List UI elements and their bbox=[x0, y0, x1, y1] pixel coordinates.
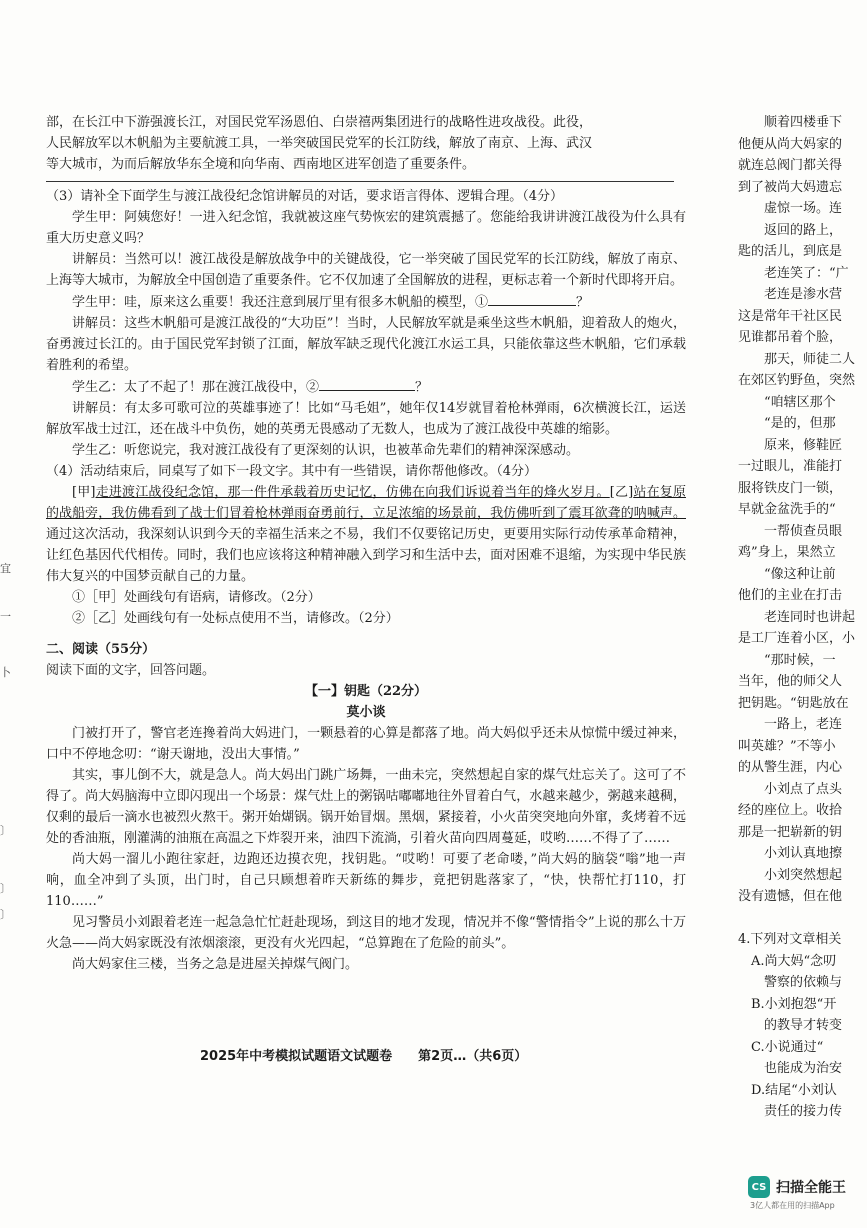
right-column-line: 叫英雄？”不等小 bbox=[738, 738, 836, 754]
right-column-line: 在郊区钓野鱼，突然 bbox=[738, 373, 856, 388]
right-column-line: 见谁都吊着个脸， bbox=[738, 330, 843, 345]
right-column-line: 责任的接力传 bbox=[738, 1104, 843, 1119]
divider bbox=[46, 181, 674, 182]
right-column-line: 顺着四楼垂下 bbox=[738, 115, 843, 130]
dialogue-student-a-2: 学生甲：哇，原来这么重要！我还注意到展厅里有很多木帆船的模型，① ？ bbox=[46, 291, 686, 313]
right-column-line: 一路上，老连 bbox=[738, 717, 843, 732]
camscanner-logo-icon: CS bbox=[748, 1176, 770, 1198]
right-column-line: 他们的主业在打击 bbox=[738, 588, 843, 603]
dialogue-guide-1: 讲解员：当然可以！渡江战役是解放战争中的关键战役，它一举突破了国民党军的长江防线，解放了南京、上海等大城市，为解放全中国创造了重要条件。它不仅加速了全国解放的进程，更标志着一个新时代即将开启。 bbox=[46, 252, 686, 288]
section-reading-title: 二、阅读（55分） bbox=[46, 642, 156, 657]
right-column-line: 他便从尚大妈家的 bbox=[738, 136, 843, 152]
margin-mark: 卜 bbox=[0, 666, 11, 679]
margin-mark: 宜 bbox=[0, 562, 11, 575]
right-column-line: 也能成为治安 bbox=[738, 1061, 843, 1076]
dialogue-student-b-1: 学生乙：太了不起了！那在渡江战役中，② ？ bbox=[46, 376, 686, 398]
right-column-line: 一帮侦查员眼 bbox=[738, 523, 843, 539]
right-column-line: 这是常年干社区民 bbox=[738, 308, 843, 324]
story-paragraph: 见习警员小刘跟着老连一起急急忙忙赶赴现场，到这目的地才发现，情况并不像“警情指令”上说的那么十万火急——尚大妈家既没有浓烟滚滚，更没有火光四起，“总算跑在了危险的前头”。 bbox=[46, 915, 686, 951]
right-column-clipped bbox=[738, 112, 867, 1123]
blank-marker-2: ② bbox=[306, 380, 320, 395]
underlined-sentence-jia: 走进渡江战役纪念馆，那一件件承载着历史记忆，仿佛在向我们诉说着当年的烽火岁月。 bbox=[95, 485, 610, 500]
blank-marker-1: ① bbox=[475, 295, 489, 310]
right-column-line: 小刘点了点头 bbox=[738, 781, 843, 797]
right-column-line: 就连总阀门都关得 bbox=[738, 158, 843, 173]
story-paragraph: 尚大妈家住三楼，当务之急是进屋关掉煤气阀门。 bbox=[72, 957, 359, 972]
page-footer: 2025年中考模拟试题语文试题卷 第2页…（共6页） bbox=[200, 1049, 528, 1064]
question-4-passage: [甲]走进渡江战役纪念馆，那一件件承载着历史记忆，仿佛在向我们诉说着当年的烽火岁月。[乙]站在复原的战船旁，我仿佛看到了战士们冒着枪林弹雨奋勇前行，立足浓缩的场景前，我仿佛听到了震耳欲聋的呐喊声。通过这次活动，我深刻认识到今天的幸福生活来之不易，我们不仅要铭记历史，更要用实际行动传承革命精神，让红色基因代代相传。同时，我们也应该将这种精神融入到学习和生活中去，面对困难不退缩，为实现中华民族伟大复兴的中国梦贡献自己的力量。 bbox=[46, 485, 686, 584]
right-column-line: 经的座位上。收拾 bbox=[738, 803, 843, 818]
margin-mark: 〕 bbox=[0, 882, 11, 895]
question-4-sub-2: ②［乙］处画线句有一处标点使用不当，请修改。（2分） bbox=[72, 611, 399, 626]
tag-jia: [甲] bbox=[72, 485, 96, 500]
right-column-line: 一过眼儿，准能打 bbox=[738, 459, 843, 474]
right-column-line bbox=[738, 908, 867, 930]
right-column-line: 小刘认真地擦 bbox=[738, 846, 843, 861]
right-column-line: A.尚大妈“念叨 bbox=[738, 953, 837, 969]
dialogue-student-a-1: 学生甲：阿姨您好！一进入纪念馆，我就被这座气势恢宏的建筑震撼了。您能给我讲讲渡江战役为什么具有重大历史意义吗？ bbox=[46, 210, 686, 246]
scanner-watermark bbox=[748, 1176, 846, 1198]
right-column-line: “咱辖区那个 bbox=[738, 394, 836, 410]
part-title: 【一】钥匙（22分） bbox=[304, 684, 428, 699]
right-column-line: 鸡”身上，果然立 bbox=[738, 545, 836, 560]
right-column-line: C.小说通过“ bbox=[738, 1039, 824, 1055]
right-column-line: 虚惊一场。连 bbox=[738, 201, 843, 216]
question-3-title: （3）请补全下面学生与渡江战役纪念馆讲解员的对话，要求语言得体、逻辑合理。（4分） bbox=[46, 189, 564, 204]
reading-instruction: 阅读下面的文字，回答问题。 bbox=[46, 663, 216, 678]
right-column-line: 那是一把崭新的钥 bbox=[738, 824, 843, 840]
story-paragraph: 其实，事儿倒不大，就是急人。尚大妈出门跳广场舞，一曲未完，突然想起自家的煤气灶忘关了。这可了不得了。尚大妈脑海中立即闪现出一个场景：煤气灶上的粥锅咕嘟嘟地往外冒着白气，水越来越少，粥越来越稠，仅剩的最后一滴水也被烈火熬干。粥开始煳锅。锅开始冒烟。黑烟，紧接着，小火苗突突地向外窜，炙烤着不远处的香油瓶，刚灌满的油瓶在高温之下炸裂开来，油四下流淌，引着火苗向四周蔓延，哎哟……不得了了…… bbox=[46, 768, 686, 846]
right-column-line: 4.下列对文章相关 bbox=[738, 932, 842, 947]
right-column-line: 到了被尚大妈遗忘 bbox=[738, 179, 843, 195]
right-column-line: 原来，修鞋匠 bbox=[738, 437, 843, 453]
margin-mark: 〕 bbox=[0, 908, 11, 921]
right-column-line: 老连是渗水营 bbox=[738, 287, 843, 302]
main-column bbox=[46, 112, 686, 975]
right-column-line: 的从警生涯，内心 bbox=[738, 760, 843, 775]
right-column-line: “是的，但那 bbox=[738, 416, 836, 431]
right-column-line: 早就金盆洗手的“ bbox=[738, 502, 836, 517]
margin-mark: 一 bbox=[0, 610, 11, 623]
intro-line: 部，在长江中下游强渡长江，对国民党军汤恩伯、白崇禧两集团进行的战略性进攻战役。此役， bbox=[46, 115, 593, 130]
right-column-line: 警察的依赖与 bbox=[738, 975, 843, 990]
author: 莫小谈 bbox=[346, 705, 386, 720]
question-4-title: （4）活动结束后，同桌写了如下一段文字。其中有一些错误，请你帮他修改。（4分） bbox=[46, 464, 538, 479]
dialogue-guide-3: 讲解员：有太多可歌可泣的英雄事迹了！比如“马毛姐”，她年仅14岁就冒着枪林弹雨，6次横渡长江，运送解放军战士过江，还在战斗中负伤，她的英勇无畏感动了无数人，也成为了渡江战役中英雄的缩影。 bbox=[46, 401, 686, 437]
right-column-line: 的教导才转变 bbox=[738, 1018, 843, 1033]
scanner-app-name: 扫描全能王 bbox=[776, 1180, 846, 1196]
right-column-line: 把钥匙。“钥匙放在 bbox=[738, 695, 849, 711]
right-column-line: B.小刘抱怨“开 bbox=[738, 996, 837, 1012]
story-paragraph: 门被打开了，警官老连搀着尚大妈进门，一颗悬着的心算是都落了地。尚大妈似乎还未从惊慌中缓过神来，口中不停地念叨：“谢天谢地，没出大事情。” bbox=[46, 726, 686, 762]
right-column-line: “那时候，一 bbox=[738, 652, 836, 668]
intro-line: 等大城市，为而后解放华东全境和向华南、西南地区进军创造了重要条件。 bbox=[46, 157, 476, 172]
right-column-line: 老连同时也讲起 bbox=[738, 609, 856, 625]
story-paragraph: 尚大妈一溜儿小跑往家赶，边跑还边摸衣兜，找钥匙。“哎哟！可要了老命喽，”尚大妈的脑袋“嗡”地一声响，血全冲到了头顶，出门时，自己只顾想着昨天新练的舞步，竟把钥匙落家了，“快，快帮忙打110，打110……” bbox=[46, 852, 686, 909]
right-column-line: D.结尾“小刘认 bbox=[738, 1082, 837, 1098]
right-column-line: 返回的路上， bbox=[738, 222, 843, 238]
intro-line: 人民解放军以木帆船为主要航渡工具，一举突破国民党军的长江防线，解放了南京、上海、武汉 bbox=[46, 136, 593, 151]
question-4-sub-1: ①［甲］处画线句有语病，请修改。（2分） bbox=[72, 590, 321, 605]
scanner-tagline: 3亿人都在用的扫描App bbox=[750, 1201, 835, 1210]
underlined-sentence-yi: 站在复原的战船旁，我仿佛看到了战士们冒着枪林弹雨奋勇前行，立足浓缩的场景前，我仿佛听到了震耳欲聋的呐喊声。 bbox=[46, 485, 686, 521]
right-column-line: 老连笑了：“广 bbox=[738, 265, 849, 281]
right-column-line: 服将铁皮门一锁， bbox=[738, 480, 843, 496]
tag-yi: [乙] bbox=[609, 485, 634, 500]
right-column-line: 没有遗憾，但在他 bbox=[738, 889, 843, 904]
right-column-line: 匙的活儿，到底是 bbox=[738, 244, 843, 259]
left-margin-marks bbox=[0, 0, 10, 1228]
answer-blank-1[interactable] bbox=[488, 291, 576, 306]
answer-blank-2[interactable] bbox=[319, 376, 415, 391]
right-column-line: 小刘突然想起 bbox=[738, 867, 843, 883]
right-column-line: 是工厂连着小区，小 bbox=[738, 631, 856, 646]
dialogue-guide-2: 讲解员：这些木帆船可是渡江战役的“大功臣”！当时，人民解放军就是乘坐这些木帆船，迎着敌人的炮火，奋勇渡过长江的。由于国民党军封锁了江面，解放军缺乏现代化渡江水运工具，只能依靠这些木帆船，它们承载着胜利的希望。 bbox=[46, 316, 686, 373]
right-column-line: 那天，师徒二人 bbox=[738, 351, 856, 367]
dialogue-student-b-2: 学生乙：听您说完，我对渡江战役有了更深刻的认识，也被革命先辈们的精神深深感动。 bbox=[72, 443, 580, 458]
right-column-line: “像这种让前 bbox=[738, 566, 836, 582]
right-column-line: 当年，他的师父人 bbox=[738, 674, 843, 689]
margin-mark: 〕 bbox=[0, 824, 11, 837]
